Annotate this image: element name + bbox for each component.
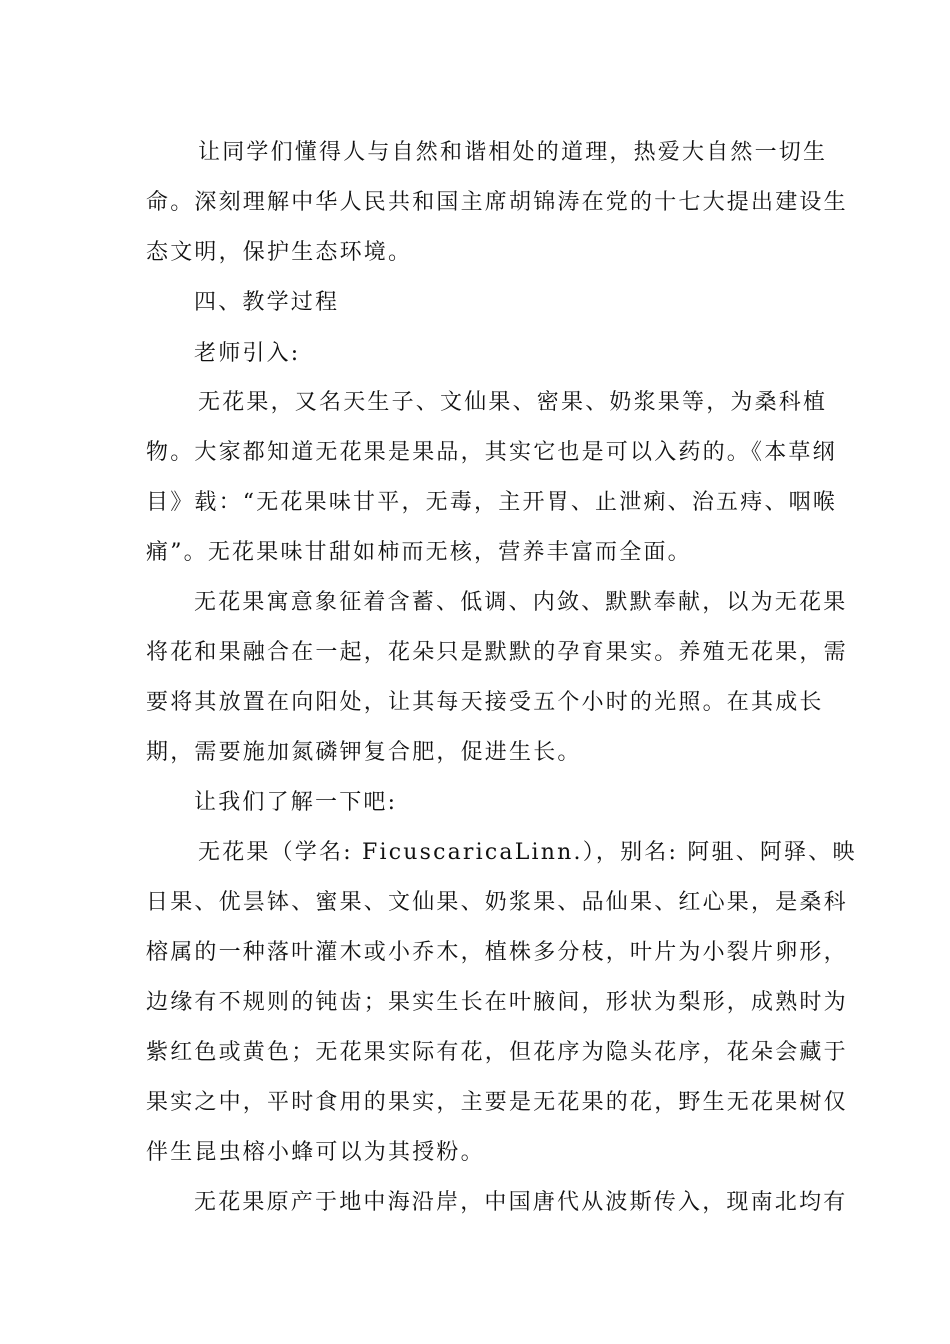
paragraph-line: 果实之中，平时食用的果实，主要是无花果的花，野生无花果树仅 [146,1090,848,1115]
paragraph-line: 物。大家都知道无花果是果品，其实它也是可以入药的。《本草纲 [146,440,837,465]
paragraph-line: 期，需要施加氮磷钾复合肥，促进生长。 [146,740,582,765]
label-line: 老师引入: [194,341,301,366]
paragraph-line: 目》载：“无花果味甘平，无毒，主开胃、止泄痢、治五痔、咽喉 [146,490,838,515]
paragraph-line: 让同学们懂得人与自然和谐相处的道理，热爱大自然一切生 [198,140,828,165]
paragraph-goal [146,128,848,278]
paragraph-fig-intro [146,378,838,578]
section-heading [146,278,816,328]
heading-line: 四、教学过程 [194,290,340,315]
paragraph-line: 无花果寓意象征着含蓄、低调、内敛、默默奉献，以为无花果 [194,590,848,615]
paragraph-line: 无花果原产于地中海沿岸，中国唐代从波斯传入，现南北均有 [194,1190,848,1215]
paragraph-line: 态文明，保护生态环境。 [146,240,413,265]
paragraph-line: 痛”。无花果味甘甜如柿而无核，营养丰富而全面。 [146,540,692,565]
paragraph-line: 要将其放置在向阳处，让其每天接受五个小时的光照。在其成长 [146,690,824,715]
paragraph-line: 无花果，又名天生子、文仙果、密果、奶浆果等，为桑科植 [198,390,828,415]
paragraph-line: 命。深刻理解中华人民共和国主席胡锦涛在党的十七大提出建设生 [146,190,848,215]
teacher-intro-label [146,329,816,379]
paragraph-line: 榕属的一种落叶灌木或小乔木，植株多分枝，叶片为小裂片卵形， [146,940,848,965]
paragraph-fig-details [146,828,857,1178]
paragraph-line: 紫红色或黄色；无花果实际有花，但花序为隐头花序，花朵会藏于 [146,1040,848,1065]
label-line: 让我们了解一下吧: [194,790,398,815]
paragraph-line: 伴生昆虫榕小蜂可以为其授粉。 [146,1140,485,1165]
paragraph-line: 边缘有不规则的钝齿；果实生长在叶腋间，形状为梨形，成熟时为 [146,990,848,1015]
paragraph-line: 无花果（学名: FicuscaricaLinn.），别名: 阿驵、阿驿、映 [198,840,857,865]
paragraph-line: 日果、优昙钵、蜜果、文仙果、奶浆果、品仙果、红心果，是桑科 [146,890,848,915]
paragraph-fig-origin [146,1178,848,1228]
paragraph-line: 将花和果融合在一起，花朵只是默默的孕育果实。养殖无花果，需 [146,640,848,665]
paragraph-fig-meaning [146,578,848,778]
lets-learn-label [146,778,816,828]
